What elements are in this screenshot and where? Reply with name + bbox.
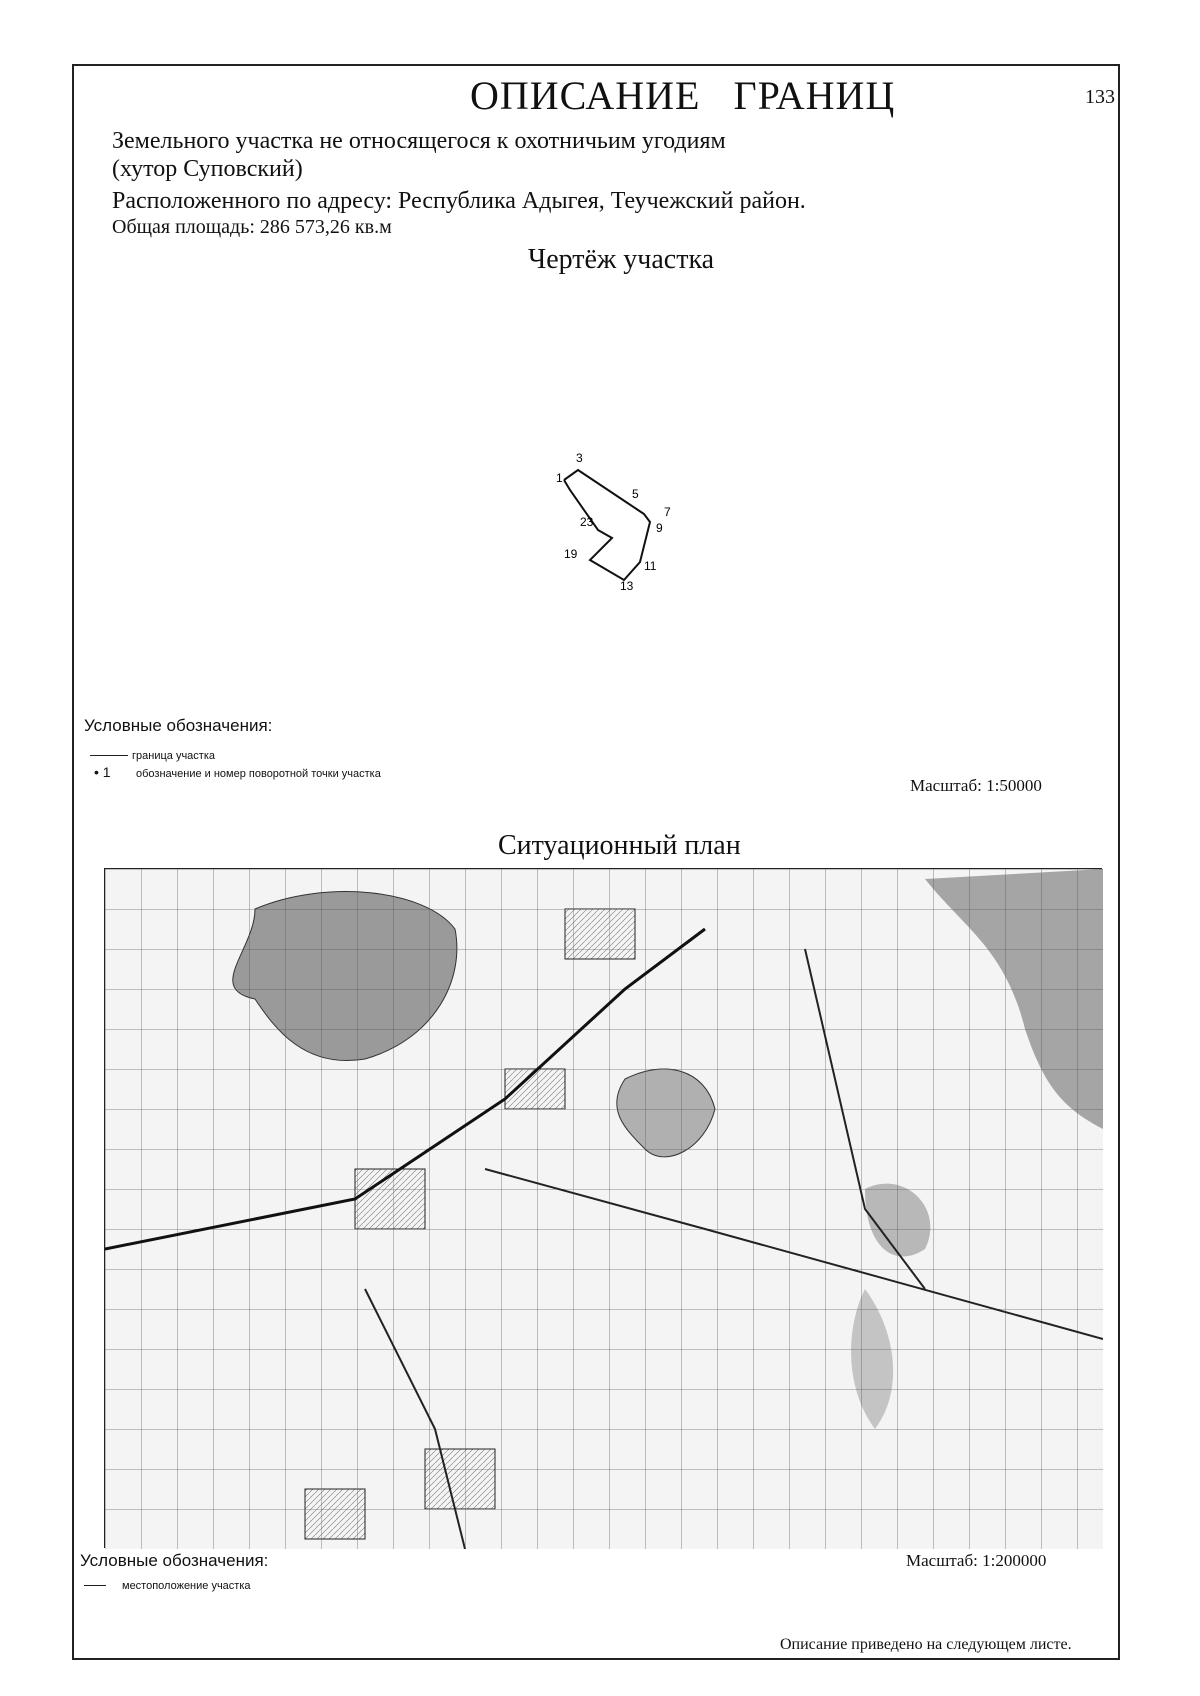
point-label-1: 1 bbox=[556, 471, 563, 485]
situational-plan-title: Ситуационный план bbox=[498, 830, 741, 861]
description-line-2: (хутор Суповский) bbox=[112, 156, 303, 182]
point-label-9: 9 bbox=[656, 521, 663, 535]
boundary-line-symbol bbox=[90, 755, 128, 756]
situational-map bbox=[104, 868, 1102, 1548]
point-label-7: 7 bbox=[664, 505, 671, 519]
legend-boundary-label: граница участка bbox=[132, 750, 215, 762]
point-label-11: 11 bbox=[644, 559, 657, 573]
legend-location-label: местоположение участка bbox=[122, 1580, 251, 1592]
description-area: Общая площадь: 286 573,26 кв.м bbox=[112, 216, 392, 238]
parcel-drawing bbox=[540, 440, 680, 600]
point-label-19: 19 bbox=[564, 547, 578, 561]
page-title: ОПИСАНИЕ ГРАНИЦ bbox=[470, 73, 896, 118]
point-symbol: • 1 bbox=[94, 764, 111, 780]
legend-point-label: обозначение и номер поворотной точки участка bbox=[136, 768, 381, 780]
point-label-5: 5 bbox=[632, 487, 639, 501]
legend-1-title: Условные обозначения: bbox=[84, 716, 273, 735]
legend-boundary-row bbox=[90, 746, 215, 764]
location-line-symbol bbox=[84, 1585, 106, 1586]
map-scale: Масштаб: 1:200000 bbox=[906, 1551, 1047, 1570]
legend-2-title: Условные обозначения: bbox=[80, 1551, 269, 1570]
point-label-3: 3 bbox=[576, 451, 583, 465]
description-line-1: Земельного участка не относящегося к охотничьим угодиям bbox=[112, 128, 726, 154]
description-address: Расположенного по адресу: Республика Адыгея, Теучежский район. bbox=[112, 188, 806, 214]
map-graphic bbox=[105, 869, 1103, 1549]
legend-location-row bbox=[84, 1576, 251, 1594]
footer-note: Описание приведено на следующем листе. bbox=[780, 1636, 1072, 1653]
point-label-13: 13 bbox=[620, 579, 634, 593]
drawing-title: Чертёж участка bbox=[528, 244, 715, 275]
page-number: 133 bbox=[1085, 86, 1115, 108]
legend-point-row bbox=[94, 764, 381, 782]
point-label-23: 23 bbox=[580, 515, 594, 529]
drawing-scale: Масштаб: 1:50000 bbox=[910, 776, 1042, 795]
